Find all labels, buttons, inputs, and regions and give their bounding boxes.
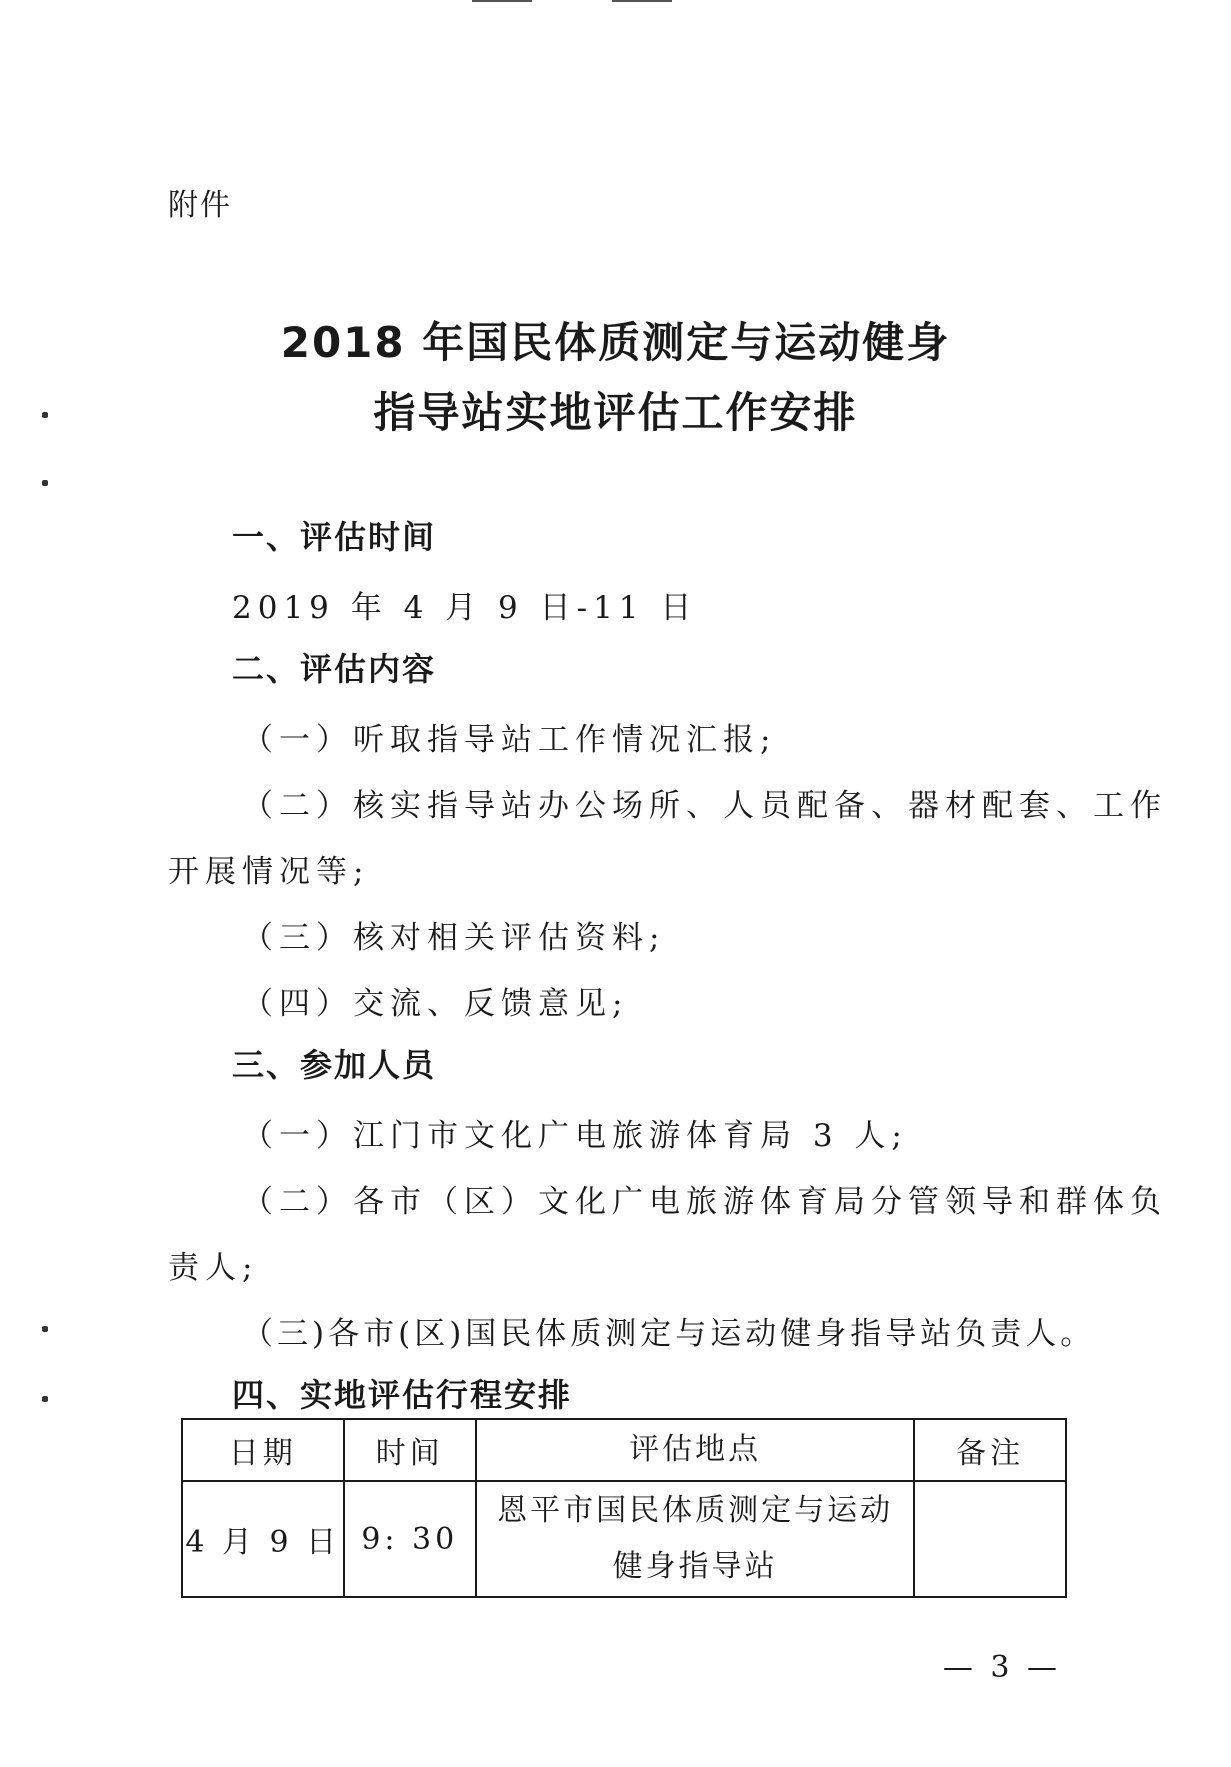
content-item-2-line2: 开展情况等; <box>168 854 370 890</box>
page-number: — 3 — <box>942 1650 1061 1685</box>
participant-item-1: （一）江门市文化广电旅游体育局 3 人; <box>242 1118 908 1154</box>
binding-mark <box>42 480 48 486</box>
scan-edge-mark <box>472 0 532 2</box>
document-title-line2: 指导站实地评估工作安排 <box>373 388 858 437</box>
cell-date: 4 月 9 日 <box>182 1481 344 1597</box>
section-heading-evaluation-content: 二、评估内容 <box>232 650 437 688</box>
participant-item-2-line1: （二）各市（区）文化广电旅游体育局分管领导和群体负 <box>242 1184 1167 1220</box>
table-row <box>182 1481 1066 1597</box>
participant-item-2-line2: 责人; <box>168 1250 259 1286</box>
document-title-line1: 2018 年国民体质测定与运动健身 <box>280 318 951 367</box>
content-item-3: （三）核对相关评估资料; <box>242 920 666 956</box>
scan-edge-mark <box>612 0 672 2</box>
participant-item-3: （三)各市(区)国民体质测定与运动健身指导站负责人。 <box>242 1316 1096 1352</box>
evaluation-date-text: 2019 年 4 月 9 日-11 日 <box>232 590 698 626</box>
location-line1: 恩平市国民体质测定与运动 <box>497 1493 894 1528</box>
header-note: 备注 <box>914 1419 1066 1481</box>
content-item-1: （一）听取指导站工作情况汇报; <box>242 722 777 758</box>
table-header-row <box>182 1419 1066 1481</box>
schedule-table <box>181 1418 1067 1598</box>
section-heading-evaluation-time: 一、评估时间 <box>232 518 437 556</box>
section-heading-participants: 三、参加人员 <box>232 1046 437 1084</box>
cell-note <box>914 1481 1066 1597</box>
binding-mark <box>42 1396 48 1402</box>
cell-time: 9: 30 <box>344 1481 476 1597</box>
header-location: 评估地点 <box>476 1419 914 1481</box>
location-line2: 健身指导站 <box>612 1549 778 1584</box>
header-date: 日期 <box>182 1419 344 1481</box>
header-time: 时间 <box>344 1419 476 1481</box>
content-item-2-line1: （二）核实指导站办公场所、人员配备、器材配套、工作 <box>242 788 1167 824</box>
binding-mark <box>42 1326 48 1332</box>
attachment-label: 附件 <box>168 188 232 223</box>
content-item-4: （四）交流、反馈意见; <box>242 986 629 1022</box>
section-heading-schedule: 四、实地评估行程安排 <box>232 1376 573 1414</box>
cell-location <box>476 1481 914 1597</box>
